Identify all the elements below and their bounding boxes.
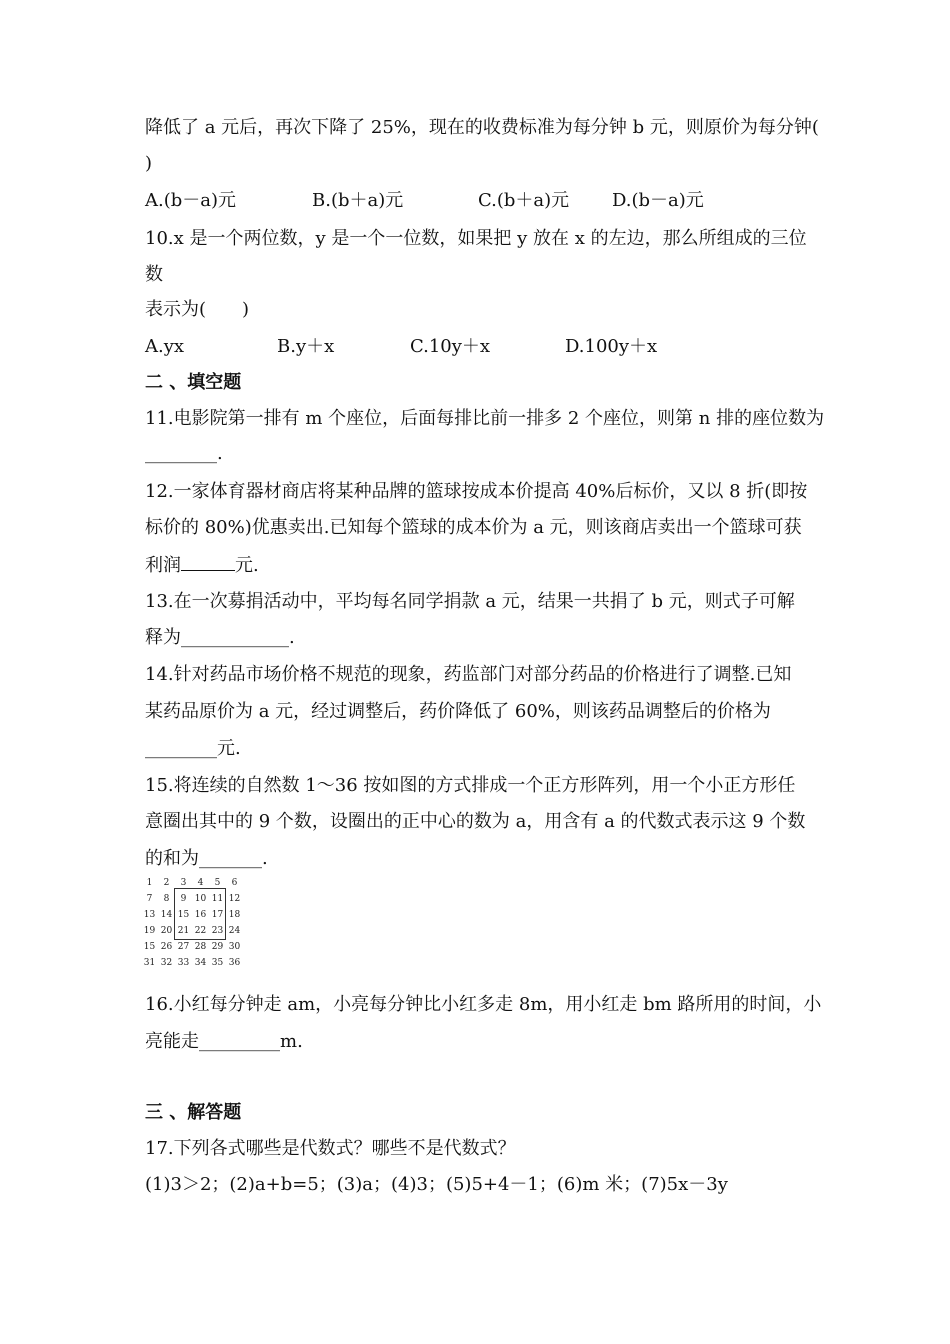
grid-cell: 9 (180, 894, 187, 904)
grid-cell: 35 (211, 958, 224, 968)
q12-line3 (145, 552, 259, 578)
grid-cell: 11 (211, 894, 224, 904)
q10-option-d: D.100y＋x (565, 336, 658, 357)
q12-line3-pre: 利润 (145, 555, 181, 576)
q14-line2: 某药品原价为 a 元，经过调整后，药价降低了 60%，则该药品调整后的价格为 (145, 701, 771, 722)
q12-line3-post: 元. (235, 555, 259, 576)
grid-cell: 34 (194, 958, 207, 968)
grid-cell: 16 (194, 910, 207, 920)
section-answer-title: 三 、解答题 (145, 1102, 242, 1123)
grid-cell: 21 (177, 926, 190, 936)
grid-cell: 18 (228, 910, 241, 920)
number-grid-figure (141, 875, 246, 975)
q12-line1: 12.一家体育器材商店将某种品牌的篮球按成本价提高 40%后标价，又以 8 折(即按 (145, 481, 808, 502)
q17-line2: (1)3＞2；(2)a+b=5；(3)a；(4)3；(5)5+4－1；(6)m 米；(7)5x－3y (145, 1174, 728, 1195)
grid-cell: 4 (197, 878, 204, 888)
q9-option-d: D.(b－a)元 (612, 190, 704, 211)
q10-option-a: A.yx (145, 336, 185, 357)
grid-cell: 13 (143, 910, 156, 920)
q10-line1: 10.x 是一个两位数，y 是一个一位数，如果把 y 放在 x 的左边，那么所组成的三位 (145, 228, 807, 249)
grid-cell: 33 (177, 958, 190, 968)
q16-line1: 16.小红每分钟走 am，小亮每分钟比小红多走 8m，用小红走 bm 路所用的时间，小 (145, 994, 822, 1015)
q15-line3: 的和为_______. (145, 848, 268, 869)
grid-cell: 1 (146, 878, 153, 888)
grid-cell: 28 (194, 942, 207, 952)
section-fill-in-title: 二 、填空题 (145, 372, 242, 393)
grid-cell: 27 (177, 942, 190, 952)
q15-line2: 意圈出其中的 9 个数，设圈出的正中心的数为 a，用含有 a 的代数式表示这 9 个数 (145, 811, 806, 832)
q13-line2: 释为____________. (145, 627, 295, 648)
q9-option-c: C.(b＋a)元 (478, 190, 570, 211)
grid-cell: 31 (143, 958, 156, 968)
grid-cell: 8 (163, 894, 170, 904)
q9-option-b: B.(b＋a)元 (312, 190, 404, 211)
grid-cell: 15 (143, 942, 156, 952)
q13-line1: 13.在一次募捐活动中，平均每名同学捐款 a 元，结果一共捐了 b 元，则式子可解 (145, 591, 795, 612)
grid-cell: 32 (160, 958, 173, 968)
grid-cell: 26 (160, 942, 173, 952)
grid-cell: 17 (211, 910, 224, 920)
grid-row (141, 955, 243, 971)
q14-line3: ________元. (145, 738, 241, 759)
grid-cell: 29 (211, 942, 224, 952)
q9-line2: ) (145, 153, 153, 174)
grid-cell: 36 (228, 958, 241, 968)
grid-cell: 15 (177, 910, 190, 920)
q15-line1: 15.将连续的自然数 1～36 按如图的方式排成一个正方形阵列，用一个小正方形任 (145, 775, 796, 796)
q11-line2: ________. (145, 443, 223, 464)
q11-line1: 11.电影院第一排有 m 个座位，后面每排比前一排多 2 个座位，则第 n 排的座位数为 (145, 408, 825, 429)
grid-cell: 3 (180, 878, 187, 888)
q9-option-a: A.(b－a)元 (145, 190, 237, 211)
q10-option-b: B.y＋x (277, 336, 335, 357)
grid-cell: 5 (214, 878, 221, 888)
grid-cell: 19 (143, 926, 156, 936)
grid-cell: 24 (228, 926, 241, 936)
grid-cell: 23 (211, 926, 224, 936)
grid-cell: 22 (194, 926, 207, 936)
q10-line2: 数 (145, 264, 163, 285)
grid-cell: 12 (228, 894, 241, 904)
grid-cell: 20 (160, 926, 173, 936)
q10-option-c: C.10y＋x (410, 336, 491, 357)
q12-answer-blank (181, 552, 235, 571)
q10-line3: 表示为( ) (145, 299, 250, 320)
grid-cell: 2 (163, 878, 170, 888)
grid-cell: 30 (228, 942, 241, 952)
q14-line1: 14.针对药品市场价格不规范的现象，药监部门对部分药品的价格进行了调整.已知 (145, 664, 792, 685)
grid-cell: 6 (231, 878, 238, 888)
grid-row (141, 939, 243, 955)
grid-cell: 10 (194, 894, 207, 904)
grid-selection-square (174, 888, 226, 940)
q16-line2: 亮能走_________m. (145, 1031, 303, 1052)
q12-line2: 标价的 80%)优惠卖出.已知每个篮球的成本价为 a 元，则该商店卖出一个篮球可获 (145, 517, 802, 538)
q17-line1: 17.下列各式哪些是代数式？哪些不是代数式？ (145, 1138, 516, 1159)
q9-line1: 降低了 a 元后，再次下降了 25%，现在的收费标准为每分钟 b 元，则原价为每分钟( (145, 117, 819, 138)
grid-cell: 14 (160, 910, 173, 920)
grid-cell: 7 (146, 894, 153, 904)
